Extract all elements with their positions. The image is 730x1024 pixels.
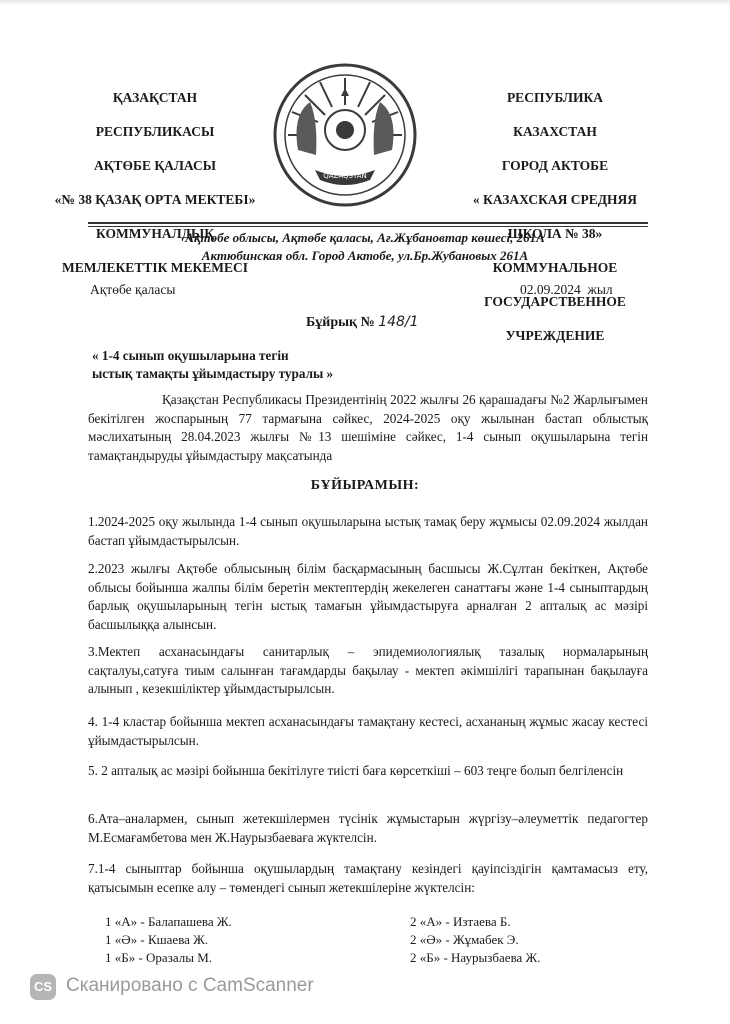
state-emblem (270, 60, 420, 210)
camscanner-logo-text: CS (33, 979, 53, 994)
camscanner-text: Сканировано с CamScanner (66, 975, 314, 996)
city-label: Ақтөбе қаласы (90, 282, 176, 297)
kazakhstan-emblem-icon (270, 60, 420, 210)
header-right-ru (440, 72, 670, 361)
list-item: 1 «Б» - Оразалы М. (105, 950, 213, 965)
list-item: 2 «Ә» - Жұмабек Э. (410, 932, 519, 947)
header-divider-top (88, 222, 648, 224)
order-item-4: 4. 1-4 кластар бойынша мектеп асханасындағы тамақтану кестесі, асхананың жұмыс жасау кестесі ұйымдастырылсын. (88, 714, 648, 748)
header-right-line: РЕСПУБЛИКА (506, 90, 604, 105)
preamble-paragraph: Қазақстан Республикасы Президентінің 2022 жылғы 26 қарашадағы №2 Жарлығымен бекітілген жоспарының 77 тармағына сәйкес, 2024-2025 оқу жылынан бастап облыстық мәслихатының 28.04.2023 жылғы №13 шешіміне сәйкес, 1-4 сынып оқушыларына тегін тамақтандыруды ұйымдастыру мақсатында (88, 392, 648, 463)
header-left-line: ҚАЗАҚСТАН (112, 90, 198, 105)
order-item-7: 7.1-4 сыныптар бойынша оқушылардың тамақтану кезіндегі қауіпсіздігін қамтамасыз ету, қатысымын есепке алу – төмендегі сынып жетекшілеріне жүктелсін: (88, 861, 648, 895)
list-item: 1 «Ә» - Кшаева Ж. (105, 932, 209, 947)
year-word: жыл (587, 282, 613, 297)
list-item: 1 «А» - Балапашева Ж. (105, 914, 232, 929)
order-number-handwritten: 148/1 (378, 314, 419, 330)
list-item: 2 «Б» - Наурызбаева Ж. (410, 950, 541, 965)
teachers-right-list (410, 913, 540, 967)
header-right-line: « КАЗАХСКАЯ СРЕДНЯЯ (472, 192, 638, 207)
date-line (520, 282, 613, 298)
header-divider-thin (88, 226, 648, 227)
camscanner-watermark (0, 970, 730, 1024)
subject-line: « 1-4 сынып оқушыларына тегін (92, 348, 289, 363)
teachers-left-list (105, 913, 232, 967)
header-left-line: «№ 38 ҚАЗАҚ ОРТА МЕКТЕБІ» (54, 192, 256, 207)
order-date: 02.09.2024 (520, 282, 581, 297)
header-left-line: КОММУНАЛДЫҚ (96, 226, 214, 241)
order-title (306, 314, 419, 331)
order-item-5: 5. 2 апталық ас мәзірі бойынша бекітілуге тиісті баға көрсеткіші – 603 теңге болып белгіленсін (88, 763, 624, 778)
order-item-1: 1.2024-2025 оқу жылында 1-4 сынып оқушыларына ыстық тамақ беру жұмысы 02.09.2024 жылдан бастап ұйымдастырылсын. (88, 514, 648, 548)
address-kz: Ақтөбе облысы, Ақтөбе қаласы, Ағ.Жұбановтар көшесі, 261А (185, 230, 545, 245)
header-right-line: КАЗАХСТАН (513, 124, 597, 139)
camscanner-logo-icon (30, 974, 56, 1000)
list-item: 2 «А» - Изтаева Б. (410, 914, 511, 929)
header-left-line: АҚТӨБЕ ҚАЛАСЫ (93, 158, 217, 173)
header-right-line: ГОСУДАРСТВЕННОЕ (484, 294, 626, 309)
header-left-line: РЕСПУБЛИКАСЫ (95, 124, 215, 139)
order-item-6: 6.Ата–аналармен, сынып жетекшілермен түсінік жұмыстарын жүргізу–әлеуметтік педагогтер М.Есмағамбетова мен Ж.Наурызбаевағa жүктелсін. (88, 811, 648, 845)
order-item-2: 2.2023 жылғы Ақтөбе облысының білім басқармасының басшысы Ж.Сұлтан бекіткен, Ақтөбе облысы бойынша жалпы білім беретін мектептердің жекелеген санаттағы және 1-4 сыныптардың барлық оқушыларының тегін ыстық тамағын ұйымдастыруға арналған 2 апталық ас мәзірі басшылыққа алынсын. (88, 561, 648, 632)
header-left-line: МЕМЛЕКЕТТІК МЕКЕМЕСІ (61, 260, 249, 275)
header-right-line: УЧРЕЖДЕНИЕ (505, 328, 605, 343)
order-item-3: 3.Мектеп асханасындағы санитарлық – эпидемиологиялық тазалық нормаларының сақталуы,сатуға тиым салынған тағамдарды бақылау - мектеп әкімшілігі тарапынан бақылауға алынып , кезекшіліктер ұйымдастырылсын. (88, 644, 648, 696)
address-ru: Актюбинская обл. Город Актобе, ул.Бр.Жубановых 261А (201, 248, 529, 263)
order-title-text: Бұйрық № (306, 315, 375, 330)
header-right-line: ГОРОД АКТОБЕ (501, 158, 609, 173)
order-heading: БҰЙЫРАМЫН: (310, 478, 420, 493)
order-subject (92, 347, 333, 383)
subject-line: ыстық тамақты ұйымдастыру туралы » (92, 366, 334, 381)
scan-edge-artifact (0, 0, 730, 6)
emblem-text: QAZAQSTAN (323, 172, 367, 180)
header-right-line: КОММУНАЛЬНОЕ (492, 260, 618, 275)
header-right-line: ШКОЛА № 38» (507, 226, 603, 241)
